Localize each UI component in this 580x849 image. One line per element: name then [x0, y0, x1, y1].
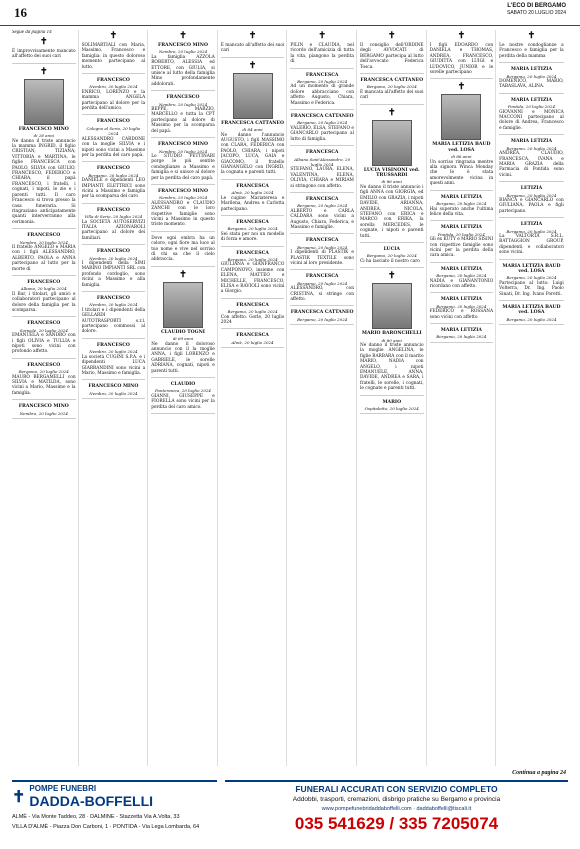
place-date: Ospitaletto, 20 luglio 2024: [364, 406, 419, 412]
column-6: [360, 30, 427, 766]
place-date: Villa di Serio, 20 luglio 2024: [84, 214, 143, 220]
cross-icon: ✝: [109, 31, 118, 41]
notice-text: Sei stata per noi un modello di forza e amore.: [220, 231, 285, 243]
obituary-notice: [290, 197, 354, 234]
obituary-notice: [151, 236, 215, 267]
obituary-notice: [221, 333, 285, 348]
notice-text: Hai superato anche l'ultima felice della vita.: [429, 206, 494, 217]
notice-text: GIULIANA e GIANFRANCO CAMPONOVO, insieme con ELENA, MATTEO e MICHELLE, FRANCESCO, ELISA e RAVIOLI sono vicini a Giorgio.: [220, 262, 285, 295]
place-date: Nembro, 20 luglio 2024: [19, 239, 68, 245]
obituary-notice: [499, 139, 564, 182]
deceased-name: MARIA LETIZIA BAUD ved. LOSA: [502, 305, 561, 316]
obituary-notice: [221, 184, 285, 216]
place-date: Nembro, 20 luglio 2024: [89, 349, 138, 355]
notice-text: Gli ex KUTY e MARIO SISINI con rispettive famiglie sono vicini per la perdita della cara amica.: [429, 237, 494, 259]
obituary-notice: [430, 267, 494, 294]
place-date: Bergamo, 20 luglio 2024: [297, 79, 348, 85]
deceased-name: FRANCESCO MINO: [157, 188, 208, 194]
notice-text: ENRICO, LORENZO e la mamma ANGELA partecipano al dolore per la perdita dell'amico.: [81, 89, 146, 112]
notice-text: EMANUELA e SANDRO con i figli OLIVIA e TULLIA e nipoti sono vicini con profondo affetto.: [12, 333, 76, 355]
obituary-notice: [430, 225, 494, 262]
obituary-notice: [290, 150, 354, 193]
place-date: Bergamo, 20 luglio 2024: [506, 228, 557, 234]
obituary-notice: [221, 251, 285, 299]
deceased-name: FRANCESCA: [236, 250, 269, 256]
obituary-notice: [82, 249, 146, 292]
place-date: Pontida, 20 luglio 2024: [437, 231, 485, 237]
place-date: Bergamo, 20 luglio 2024: [297, 280, 348, 286]
notice-text: È mancato all'affetto dei suoi cari: [220, 43, 285, 54]
deceased-name: MARIA LETIZIA: [510, 139, 553, 145]
obituary-notice: [360, 272, 424, 395]
obituary-notice: [221, 220, 285, 247]
notice-text: È mancata all'affetto dei suoi cari: [359, 89, 424, 101]
obituary-notice: [290, 310, 354, 325]
place-date: Bergamo, 20 luglio 2024: [297, 120, 348, 126]
obituary-notice: [430, 328, 494, 343]
deceased-name: LETIZIA: [520, 222, 543, 228]
notice-text: La SOCIETÀ AUTOSERVIZI ITALIA AZIONAROLI partecipano al dolore dei familiari.: [81, 219, 146, 241]
obituary-notice: [151, 32, 215, 91]
deceased-name: FRANCESCO MINO: [18, 126, 69, 132]
place-date: Cologno al Serio, 20 luglio 2024: [86, 125, 141, 137]
address-line-2: VILLA D'ALMÈ - Piazza Don Carboni, 1 · PONTIDA - Via Lega Lombarda, 64: [12, 824, 200, 830]
issue-date: SABATO 20 LUGLIO 2024: [506, 10, 566, 16]
funeral-home-brand: [12, 780, 217, 844]
place-date: Bergamo, 20 luglio 2024: [436, 273, 487, 279]
obituary-notice: [82, 166, 146, 203]
brand-name: DADDA-BOFFELLI: [29, 793, 154, 809]
notice-text: ALESSANDRO CARDONE con la moglie SILVIA e i nipoti sono vicini a Massimo per la perdita del caro papà.: [81, 136, 146, 158]
deceased-name: MARIA LETIZIA: [440, 194, 482, 200]
deceased-name: FRANCESCO MINO: [157, 142, 208, 148]
deceased-name: FRANCESCO: [27, 279, 61, 285]
obituary-notice: [430, 83, 494, 190]
place-date: Bergamo, 20 luglio 2024: [18, 369, 69, 375]
notice-text: NADIA e GIANANTONIO ricordano con affetto.: [429, 278, 494, 289]
deceased-name: LUCIA: [383, 246, 400, 252]
cross-icon: ✝: [40, 37, 48, 47]
deceased-name: FRANCESCA CATTANEO: [290, 310, 354, 316]
obituary-notice: [12, 233, 76, 276]
deceased-name: FRANCESCO: [96, 78, 130, 84]
obituary-notice: [12, 38, 76, 64]
notice-text: Ne danno il triste annuncio la moglie ANGELINA, le figlie BARBARA con il marito MARIO, NADIA con ANGELO, i nipoti EMANUELE, ANNA, DAVIDE, ANDREA e SARA, i fratelli, le sorelle, i cognati, le cognate e parenti tutti.: [359, 342, 424, 392]
cross-icon: ✝: [457, 31, 466, 41]
obituary-notice: [360, 247, 424, 268]
place-date: di 80 anni: [381, 337, 402, 343]
obituary-notice: [221, 32, 285, 58]
obituary-notice: [360, 32, 424, 74]
deceased-name: FRANCESCO: [27, 362, 61, 368]
portrait-photo: [233, 73, 273, 119]
notice-text: DOMENICO, MARIO, TABASLAVA, ALINA.: [499, 79, 564, 90]
notice-text: Le nostre condoglianze a Francesco e famiglia per la perdita della mamma: [499, 43, 564, 59]
notice-text: STEFANO, LAURA, ELENA, VALENTINA, ELENA, OLIVIA, CHIARA e MIRIAM si stringono con affetto.: [290, 167, 354, 189]
obituary-notice: [360, 400, 424, 415]
place-date: Bergamo, 20 luglio 2024: [227, 226, 278, 232]
obituary-notice: [221, 62, 285, 180]
cross-icon: ✝: [457, 82, 466, 93]
place-date: Bergamo, 20 luglio 2024: [297, 244, 348, 250]
paper-name: L'ECO DI BERGAMO: [507, 3, 566, 9]
deceased-name: MARIA LETIZIA BAUD ved. LOSA: [502, 263, 561, 274]
column-1: [12, 30, 79, 766]
obituary-notice: [290, 32, 354, 69]
deceased-name: FRANCESCA: [305, 150, 339, 156]
notice-text: BEPPE, MARZIO, MARCELLO e tutta la CPT partecipano al dolore di Massimo per la scomparsa del papà.: [151, 107, 215, 134]
obituary-notice: [499, 222, 564, 259]
slogan: FUNERALI ACCURATI CON SERVIZIO COMPLETO: [295, 784, 498, 794]
obituary-notice: [151, 189, 215, 232]
place-date: Nembro, 20 luglio 2024: [158, 49, 208, 55]
masthead: [507, 3, 566, 17]
deceased-name: FRANCESCO MINO: [157, 43, 208, 48]
place-date: Bergamo, 20 luglio 2024: [297, 316, 348, 322]
obituary-notice: [12, 363, 76, 400]
address-line-1: ALMÈ - Via Monte Taddeo, 28 · DALMINE - Stazzetta Via A.Volta, 33: [12, 814, 180, 820]
obituary-notice: [82, 119, 146, 162]
column-5: [290, 30, 357, 766]
cross-icon: ✝: [527, 31, 536, 41]
notice-text: I dipendenti di PLASTIK e PLASTIK TEXTILE sono vicini al loro presidente.: [290, 250, 354, 266]
deceased-name: FRANCESCA: [236, 183, 269, 189]
page-number: 16: [14, 5, 27, 20]
column-7: [430, 30, 497, 766]
notice-text: Dove ogni ombra ha un colore, ogni fiore ma luce al tuo nome e vive nel sorriso di chi sa che il cielo abbraccia.: [151, 235, 215, 263]
place-date: Pontida, 20 luglio 2024: [507, 104, 555, 110]
advertisement-banner: [12, 780, 568, 844]
web-contact[interactable]: www.pompefunebridaddaboffelli.com · daddaboffelli@tiscali.it: [321, 806, 472, 812]
deceased-name: MARIA LETIZIA BAUD ved. LOSA: [432, 142, 491, 153]
cross-icon: ✝: [12, 787, 26, 806]
place-date: Bergamo, 20 luglio 2024: [506, 145, 557, 151]
obituary-notice: [360, 109, 424, 243]
place-date: Bergamo, 20 luglio 2024: [506, 275, 557, 281]
obituary-notice: [151, 142, 215, 185]
deceased-name: MARIO BARONCHELLI: [361, 331, 422, 337]
cross-icon: ✝: [179, 31, 187, 41]
column-4: [221, 30, 288, 766]
column-8: [499, 30, 566, 766]
deceased-name: LUCIA VISINONI ved. TRUSSARDI: [363, 167, 420, 179]
place-date: Nembro, 20 luglio 2024: [158, 195, 208, 201]
notice-text: FEDERICO e ROSSANA sono vicini con affetto.: [429, 309, 494, 320]
place-date: di 86 anni: [451, 154, 472, 160]
notice-text: ALESSANDRO e CLAUDIO ZANCHI con le loro rispettive famiglie sono vicini a Massimo in questo triste momento.: [151, 200, 215, 228]
services-block: [225, 780, 568, 844]
obituary-notice: [82, 32, 146, 74]
notice-text: ALBERTO e CARLA CALDARA sono vicini a Augusto, Chiara, Federica, e Massimo e famiglie.: [290, 208, 354, 230]
notice-text: Lo STUDIO PETTINARI porge le più sentite condoglianze a Massimo e famiglia e si unisce al dolore per la perdita del caro papà.: [151, 153, 215, 181]
obituary-notice: [499, 98, 564, 135]
place-date: Nembro, 20 luglio 2024: [89, 390, 138, 396]
obituary-notice: [12, 68, 76, 229]
notice-text: Ne danno il triste annuncio i figli ANNA con GIORGIA, ed EMILIO con GRAZIA, i nipoti DAVIDE, ARIANNA, ANDREA, NICOLA, STEFANO con ERICA e MARCO con ERIKA, la sorella MERCEDES, le cognate, i nipoti e parenti tutti.: [359, 184, 424, 239]
notice-text: SOLIMARTIALI con Maria, Massimo, Francesco e famiglia: in questo doloroso momento partecipano al lutto.: [81, 43, 146, 70]
obituary-notice: [499, 305, 564, 325]
deceased-name: FRANCESCA: [305, 238, 339, 244]
place-date: di 86 anni: [381, 179, 402, 185]
deceased-name: MARIA LETIZIA: [510, 97, 553, 103]
place-date: di 84 anni: [242, 127, 263, 133]
place-date: di 28 anni: [33, 133, 54, 139]
place-date: Bergamo, 20 luglio 2024: [366, 253, 417, 259]
place-date: Nembro, 20 luglio 2024: [158, 148, 208, 154]
column-3: [151, 30, 218, 766]
deceased-name: FRANCESCO: [96, 296, 130, 302]
deceased-name: FRANCESCO: [96, 342, 130, 348]
deceased-name: FRANCESCA CATTANEO: [290, 114, 354, 120]
deceased-name: FRANCESCO: [27, 321, 61, 327]
deceased-name: CLAUDIO TOGNI: [161, 329, 205, 335]
obituary-notice: [82, 384, 146, 399]
place-date: Bergamo, 20 luglio 2024: [88, 172, 139, 178]
notice-text: Un sorriso ringrazia mentre alla signora Winca Monday che le è stata amorevolmente vicina in questi anni.: [429, 159, 494, 187]
obituary-notice: [499, 67, 564, 94]
deceased-name: FRANCESCA: [236, 333, 269, 339]
cross-icon: ✝: [40, 66, 48, 77]
notice-text: PILIN e CLAUDIA, nel ricordo dell'amicizia di tutta la vita, piangono la perdita di: [290, 43, 354, 65]
obituary-notice: [82, 78, 146, 115]
notice-text: La VALTORTA S.R.L. BATTAGGION GROUP, dipendenti e collaboratori sono vicini.: [499, 233, 564, 256]
place-date: Almè, 20 luglio 2024: [231, 339, 274, 345]
cross-icon: ✝: [179, 269, 187, 280]
obituary-notice: [221, 303, 285, 330]
place-date: Bergamo, 20 luglio 2024: [506, 73, 557, 79]
place-date: Nembro, 20 luglio 2024: [89, 255, 138, 261]
obituary-notice: [290, 274, 354, 306]
notice-text: Ne danno il triste annuncio la mamma INGRID, il figlio CRISTIAN, TIZIANA, VITTORIA e MARTINA, le figlie FRANCESCA con PAOLO, SILVIA con GIULIO, FRANCESCO, FEDERICO e CHIARA, il papà FRANCESCO, i fratelli, i cognati, i nipoti, le zie e i parenti tutti. Il caro Francesco si trova presso la casa funeraria. Si ringraziano anticipatamente quanti interverranno alla cerimonia.: [12, 138, 76, 225]
notice-text: GIANNI, GIUSEPPE e FIORELLA sono vicini per la perdita del caro amico.: [151, 393, 215, 410]
place-date: Bergamo, 20 luglio 2024: [506, 316, 557, 322]
notice-text: GIOVANNI e MONICA MACCONI partecipano al dolore di Andrea, Francesco e famiglie.: [499, 109, 564, 131]
obituary-notice: [82, 343, 146, 380]
notice-text: Partecipano al lutto: Luigi Volterra, Dr. Ing. Paolo Sinati, Dr. Ing. Ivano Poretti.: [499, 280, 564, 297]
continued-note: Continua a pagina 24: [512, 770, 566, 776]
cross-icon: ✝: [387, 31, 396, 41]
notice-text: La famiglia AZZOLA ROBERTO, ALESSIA ed ETTORE, con GIULIA, si unisce al lutto della famiglia Mino profondamente addolorati.: [151, 54, 215, 87]
place-date: Nembro, 20 luglio 2024: [89, 302, 138, 308]
obituary-columns: [12, 30, 568, 766]
portrait-photo: [372, 283, 412, 329]
deceased-name: MARIA LETIZIA: [440, 297, 482, 303]
deceased-name: MARIA LETIZIA: [440, 266, 482, 272]
obituary-notice: [499, 186, 564, 218]
cross-icon: ✝: [248, 31, 257, 41]
deceased-name: LETIZIA: [520, 186, 543, 192]
place-date: Sorisole, 20 luglio 2024: [19, 327, 68, 333]
obituary-notice: [499, 32, 564, 63]
deceased-name: FRANCESCO: [96, 207, 130, 213]
place-date: Nembro, 20 luglio 2024: [19, 410, 68, 416]
column-2: [82, 30, 149, 766]
place-date: Albano, 20 luglio 2024: [20, 286, 67, 292]
notice-text: La società CUGINI S.P.A. e i dipendenti LUCA GIARRANDINI sono vicini a Mario, Massimo e famiglia.: [81, 354, 146, 376]
deceased-name: FRANCESCA CATTANEO: [360, 78, 424, 84]
obituary-notice: [151, 382, 215, 414]
deceased-name: FRANCESCA: [305, 72, 339, 78]
notice-text: Ad un momento di grande dolore abbracciano con affetto Augusto, Chiara, Massimo e Federica.: [290, 84, 354, 106]
portrait-photo: [24, 79, 64, 125]
obituary-notice: [430, 32, 494, 79]
deceased-name: MARIO: [382, 399, 402, 405]
cross-icon: ✝: [387, 271, 396, 282]
place-date: Bergamo, 20 luglio 2024: [366, 84, 417, 90]
deceased-name: FRANCESCO MINO: [88, 384, 139, 390]
place-date: Bergamo, 20 luglio 2024: [436, 303, 487, 309]
place-date: Almè, 20 luglio 2024: [231, 190, 274, 196]
portrait-photo: [441, 94, 481, 140]
obituary-notice: [360, 78, 424, 105]
cross-icon: ✝: [248, 60, 257, 71]
notice-text: BIANCA e GIANCARLO con GIULIANA, PAOLA e figli partecipano.: [499, 197, 564, 214]
notice-text: ALESSANDRO, con CRISTINA, si stringe con affetto.: [290, 286, 354, 303]
notice-text: Il Bar, i titolari, gli amici e collaboratori partecipano al dolore della famiglia per la scomparsa.: [12, 291, 76, 313]
place-date: Bergamo, 20 luglio 2024: [227, 309, 278, 315]
deceased-name: CLAUDIO: [170, 382, 196, 388]
notice-text: Il consiglio dell'ORDINE degli AVVOCATI di BERGAMO partecipa al lutto dell'avvocato Federica Tosca.: [359, 43, 424, 70]
obituary-notice: [12, 321, 76, 358]
place-date: Nembro, 20 luglio 2024: [158, 101, 208, 107]
notice-text: Le cugine Mariateresa e Marilena, Andrea e Carlotta partecipano.: [220, 195, 285, 212]
place-date: Bergamo, 20 luglio 2024: [506, 192, 557, 198]
obituary-notice: [12, 280, 76, 317]
deceased-name: FRANCESCO: [166, 95, 200, 101]
notice-text: I titolari e i dipendenti della GELLARDI AUTOTRASPORTI s.r.l. partecipano commossi al dolore.: [81, 307, 146, 335]
obituary-notice: [430, 195, 494, 222]
deceased-name: FRANCESCO: [27, 233, 61, 239]
deceased-name: FRANCESCO: [96, 249, 130, 255]
notice-text: I figli EDOARDO con DANIELA e THOMAS, ANDREA, FRANCESCO, GIUDITTA con LUIGI e LUDOVICO, JUNIOR e le sorelle partecipano: [429, 43, 494, 76]
obituary-notice: [12, 404, 76, 419]
notice-text: DANIELE e dipendenti LEO IMPIANTI ELETTRICI sono vicini a Massimo e famiglia per la scomparsa del caro: [81, 178, 146, 200]
services-text: Addobbi, trasporti, cremazioni, disbrigo pratiche su Bergamo e provincia: [292, 796, 501, 803]
place-date: Ponteranica, 20 luglio 2024: [154, 388, 211, 394]
notice-text: Ne danno il doloroso annuncio con il la moglie ANNA, i figli LORENZO e GABRIELE, le sorelle ADRIANA, cognati, nipoti e parenti tutti.: [151, 341, 215, 374]
place-date: Nembro, 20 luglio 2024: [89, 84, 138, 90]
phone-numbers: 035 541629 / 335 7205074: [294, 814, 499, 833]
obituary-notice: [82, 296, 146, 339]
deceased-name: FRANCESCA: [236, 302, 269, 308]
cross-icon: ✝: [387, 107, 396, 118]
obituary-notice: [290, 114, 354, 146]
place-date: Bergamo, 20 luglio 2024: [297, 203, 348, 209]
obituary-notice: [430, 297, 494, 324]
obituary-notice: [82, 208, 146, 245]
deceased-name: MARIA LETIZIA: [440, 225, 482, 231]
notice-text: Ne danno l'annuncio AUGUSTO, i figli MASSIMO con CLARA, FEDERICA con PAOLO, CHIARA, i nipoti JACOPO, LUCA, GAIA e GIACOMO, il fratello GIANANGELO con INGRID, la cognata e parenti tutti.: [220, 132, 285, 176]
obituary-notice: [151, 271, 215, 378]
portrait-photo: [372, 120, 412, 166]
notice-text: ANDREA, CLAUDIO, FRANCESCA, IVANA e MARIA GRAZIA della Farmacia di Pontida sono vicini.: [499, 151, 564, 178]
deceased-name: FRANCESCA: [236, 219, 269, 225]
notice-text: MAURO BERGAMELLI con SILVIA e MATILDA, sono vicini a Mario, Massimo e la famiglia.: [12, 374, 76, 396]
notice-text: È improvvisamente mancato all'affetto dei suoi cari: [12, 49, 76, 60]
page-header: [0, 0, 580, 26]
obituary-notice: [290, 238, 354, 270]
notice-text: Ci ha lasciato il nostro caro: [359, 258, 420, 264]
deceased-name: MARIA LETIZIA: [440, 328, 482, 333]
place-date: Bergamo, 20 luglio 2024: [227, 256, 278, 262]
obituary-notice: [151, 95, 215, 138]
notice-text: VALERIO, ELSA, STEFANO e GIANCARLO partecipano al lutto di famiglia.: [290, 125, 354, 142]
obituary-notice: [290, 73, 354, 110]
deceased-name: MARIA LETIZIA: [510, 67, 553, 73]
cross-icon: ✝: [318, 31, 326, 41]
obituary-notice: [499, 264, 564, 301]
continued-from: Segue da pagina 14: [12, 30, 52, 35]
place-date: Albano Sant'Alessandro, 20 luglio 2024: [294, 156, 351, 167]
place-date: Bergamo, 20 luglio 2024: [436, 334, 487, 340]
brand-top: POMPE FUNEBRI: [29, 784, 97, 793]
deceased-name: FRANCESCA: [305, 274, 339, 280]
deceased-name: FRANCESCO: [96, 119, 130, 125]
deceased-name: FRANCESCA CATTANEO: [221, 120, 284, 126]
deceased-name: FRANCESCA: [305, 196, 339, 202]
portrait-photo: [163, 282, 203, 328]
place-date: Bergamo, 20 luglio 2024: [436, 201, 487, 207]
deceased-name: FRANCESCO MINO: [18, 404, 69, 410]
place-date: di 69 anni: [172, 336, 194, 342]
notice-text: I dipendenti della SIMI MARINO IMPIANTI SRL con profondo cordoglio, sono vicini a Massimo e alla famiglia.: [81, 261, 146, 288]
notice-text: Il fratello ANGELO e MARIA con i figli ALESSANDRO, ALBERTO, PAOLA e ANNA partecipano al lutto per la morte di: [12, 244, 76, 272]
deceased-name: FRANCESCO: [96, 166, 130, 172]
notice-text: Con affetto. Gorle, 20 luglio 2024: [220, 314, 285, 325]
